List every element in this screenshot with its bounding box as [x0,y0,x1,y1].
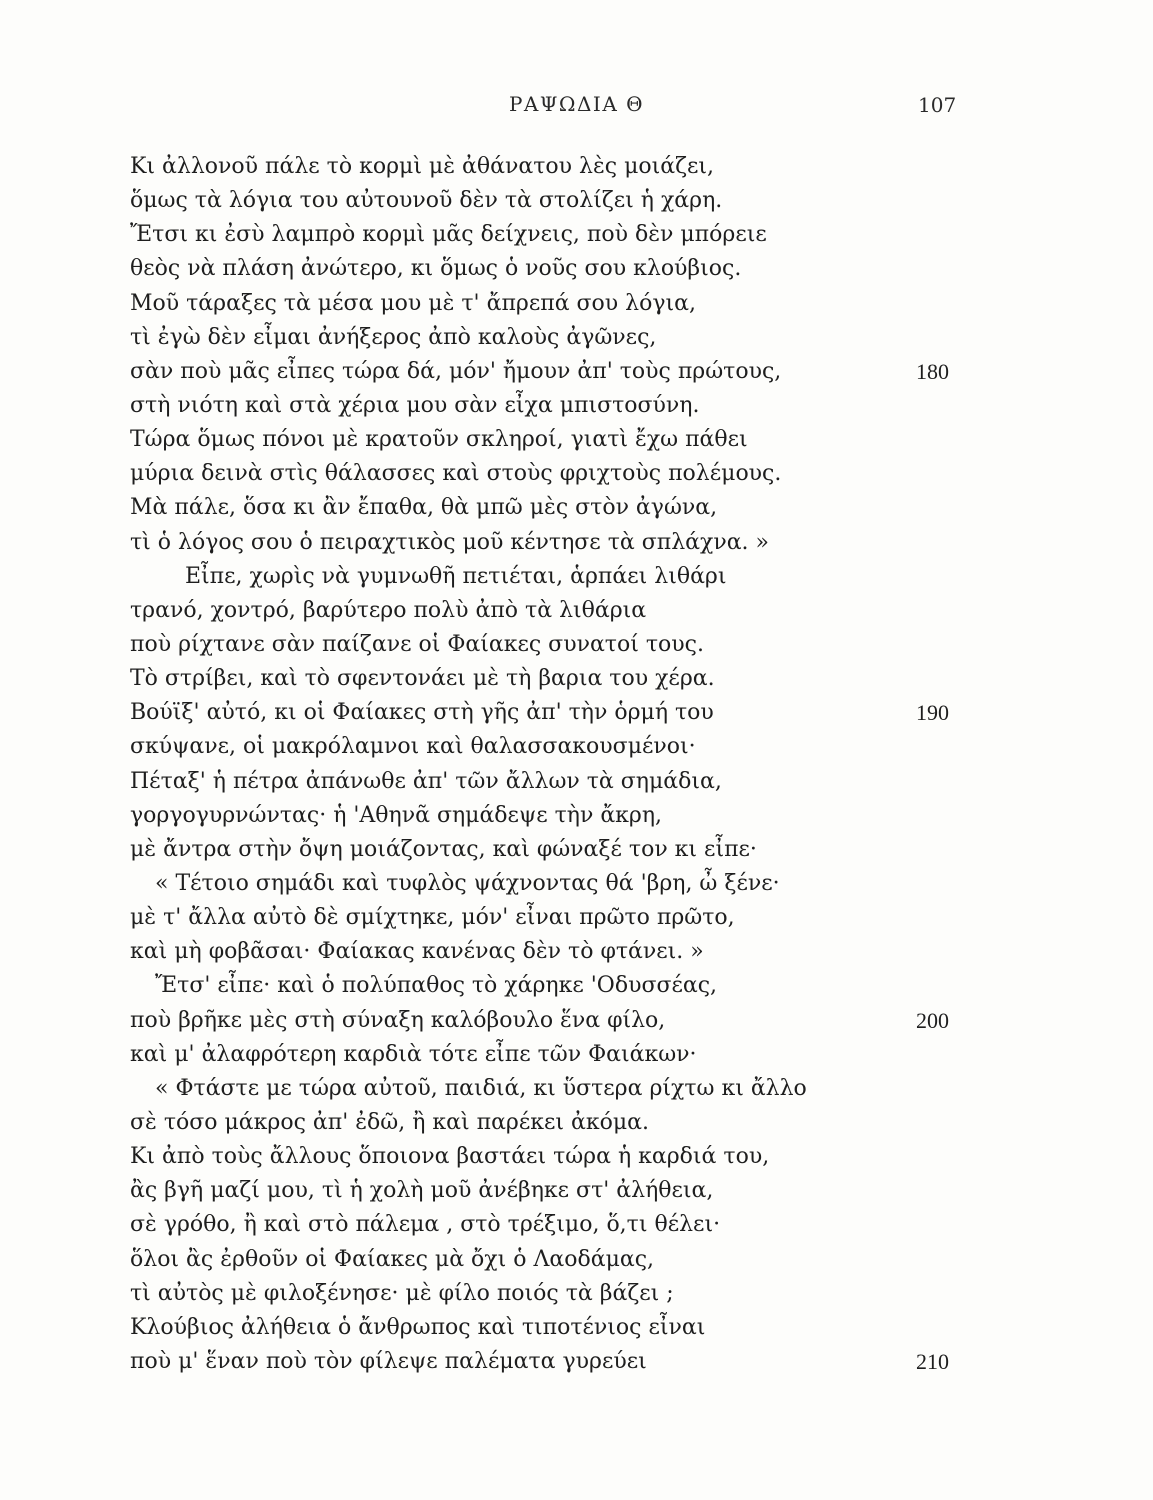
verse-text: ποὺ ρίχτανε σὰν παίζανε οἱ Φαίακες συνατοί τους. [130,631,704,657]
verse-text: Εἶπε, χωρὶς νὰ γυμνωθῆ πετιέται, ἁρπάει λιθάρι [185,563,727,589]
verse-line [130,1174,1010,1208]
line-number: 190 [916,700,949,726]
verse-text: « Φτάστε με τώρα αὐτοῦ, παιδιά, κι ὕστερα ρίχτω κι ἄλλο [155,1075,807,1101]
verse-text: ποὺ μ' ἕναν ποὺ τὸν φίλεψε παλέματα γυρεύει [130,1348,647,1374]
verse-line [130,1004,1010,1038]
verse-line [130,1277,1010,1311]
verse-line [130,1038,1010,1072]
verse-line [130,218,1010,252]
verse-text: Κλούβιος ἀλήθεια ὁ ἄνθρωπος καὶ τιποτένιος εἶναι [130,1314,706,1340]
line-number: 210 [916,1348,949,1374]
verse-line [130,321,1010,355]
verse-line [130,628,1010,662]
verse-line [130,423,1010,457]
verse-line [130,355,1010,389]
verse-line [130,765,1010,799]
verse-text: Μοῦ τάραξες τὰ μέσα μου μὲ τ' ἄπρεπά σου λόγια, [130,290,696,316]
verse-line [130,1208,1010,1242]
verse-text: τρανό, χοντρό, βαρύτερο πολὺ ἀπὸ τὰ λιθάρια [130,597,647,623]
verse-line [130,491,1010,525]
line-number: 180 [916,358,949,384]
verse-text: γοργογυρνώντας· ἡ 'Αθηνᾶ σημάδεψε τὴν ἄκρη, [130,802,663,828]
verse-line [130,252,1010,286]
verse-text: σὲ γρόθο, ἢ καὶ στὸ πάλεμα , στὸ τρέξιμο, ὅ,τι θέλει· [130,1212,721,1238]
verse-line [130,457,1010,491]
verse-line [130,901,1010,935]
verse-line [130,1345,1010,1379]
verse-line [130,867,1010,901]
verse-line [130,1106,1010,1140]
verse-line [130,594,1010,628]
verse-text: μύρια δεινὰ στὶς θάλασσες καὶ στοὺς φριχτοὺς πολέμους. [130,461,782,487]
page-number: 107 [918,93,957,117]
verse-text: Ἔτσ' εἶπε· καὶ ὁ πολύπαθος τὸ χάρηκε 'Οδυσσέας, [155,973,718,999]
verse-line [130,935,1010,969]
verse-line [130,389,1010,423]
verse-text: Βούϊξ' αὐτό, κι οἱ Φαίακες στὴ γῆς ἀπ' τὴν ὁρμή του [130,700,714,726]
verse-text: μὲ τ' ἄλλα αὐτὸ δὲ σμίχτηκε, μόν' εἶναι πρῶτο πρῶτο, [130,905,735,931]
verse-text: Τὸ στρίβει, καὶ τὸ σφεντονάει μὲ τὴ βαρια του χέρα. [130,666,715,692]
verse-text: τὶ ὁ λόγος σου ὁ πειραχτικὸς μοῦ κέντησε τὰ σπλάχνα. » [130,529,769,555]
verse-line [130,833,1010,867]
verse-text: καὶ μ' ἀλαφρότερη καρδιὰ τότε εἶπε τῶν Φαιάκων· [130,1041,697,1067]
verse-line [130,1140,1010,1174]
verse-line [130,560,1010,594]
verse-text: ἂς βγῆ μαζί μου, τὶ ἡ χολὴ μοῦ ἀνέβηκε στ' ἀλήθεια, [130,1178,714,1204]
verse-text: Πέταξ' ἡ πέτρα ἀπάνωθε ἀπ' τῶν ἄλλων τὰ σημάδια, [130,768,722,794]
verse-line [130,969,1010,1003]
verse-text: τὶ αὐτὸς μὲ φιλοξένησε· μὲ φίλο ποιός τὰ βάζει ; [130,1280,674,1306]
verse-line [130,184,1010,218]
verse-line [130,1072,1010,1106]
verse-text: Ἔτσι κι ἐσὺ λαμπρὸ κορμὶ μᾶς δείχνεις, ποὺ δὲν μπόρειε [130,222,767,248]
verse-block [130,150,1010,1379]
verse-text: τὶ ἐγὼ δὲν εἶμαι ἀνήξερος ἀπὸ καλοὺς ἀγῶνες, [130,324,657,350]
verse-line [130,526,1010,560]
verse-text: Κι ἀλλονοῦ πάλε τὸ κορμὶ μὲ ἀθάνατου λὲς μοιάζει, [130,154,715,179]
verse-text: στὴ νιότη καὶ στὰ χέρια μου σὰν εἶχα μπιστοσύνη. [130,392,700,418]
verse-text: ποὺ βρῆκε μὲς στὴ σύναξη καλόβουλο ἕνα φίλο, [130,1007,666,1033]
verse-line [130,1243,1010,1277]
verse-text: Κι ἀπὸ τοὺς ἄλλους ὅποιονα βαστάει τώρα ἡ καρδιά του, [130,1144,770,1170]
running-header-title: ΡΑΨΩΔΙΑ Θ [508,92,645,116]
verse-text: σὲ τόσο μάκρος ἀπ' ἐδῶ, ἢ καὶ παρέκει ἀκόμα. [130,1109,650,1135]
verse-text: ὅμως τὰ λόγια του αὐτουνοῦ δὲν τὰ στολίζει ἡ χάρη. [130,188,723,214]
verse-text: ὅλοι ἂς ἐρθοῦν οἱ Φαίακες μὰ ὄχι ὁ Λαοδάμας, [130,1246,655,1272]
verse-text: « Τέτοιο σημάδι καὶ τυφλὸς ψάχνοντας θά 'βρη, ὦ ξένε· [155,870,780,896]
verse-line [130,1311,1010,1345]
verse-text: σὰν ποὺ μᾶς εἶπες τώρα δά, μόν' ἤμουν ἀπ' τοὺς πρώτους, [130,358,782,384]
line-number: 200 [916,1007,949,1033]
verse-line [130,150,1010,184]
verse-line [130,799,1010,833]
verse-text: μὲ ἄντρα στὴν ὄψη μοιάζοντας, καὶ φώναξέ τον κι εἶπε· [130,836,757,862]
verse-text: θεὸς νὰ πλάση ἀνώτερο, κι ὅμως ὁ νοῦς σου κλούβιος. [130,256,742,282]
verse-line [130,696,1010,730]
verse-line [130,662,1010,696]
verse-text: Μὰ πάλε, ὅσα κι ἂν ἔπαθα, θὰ μπῶ μὲς στὸν ἀγώνα, [130,495,718,521]
verse-text: καὶ μὴ φοβᾶσαι· Φαίακας κανένας δὲν τὸ φτάνει. » [130,939,704,965]
verse-text: Τώρα ὅμως πόνοι μὲ κρατοῦν σκληροί, γιατὶ ἔχω πάθει [130,427,748,453]
verse-text: σκύψανε, οἱ μακρόλαμνοι καὶ θαλασσακουσμένοι· [130,734,696,760]
verse-line [130,730,1010,764]
verse-line [130,287,1010,321]
